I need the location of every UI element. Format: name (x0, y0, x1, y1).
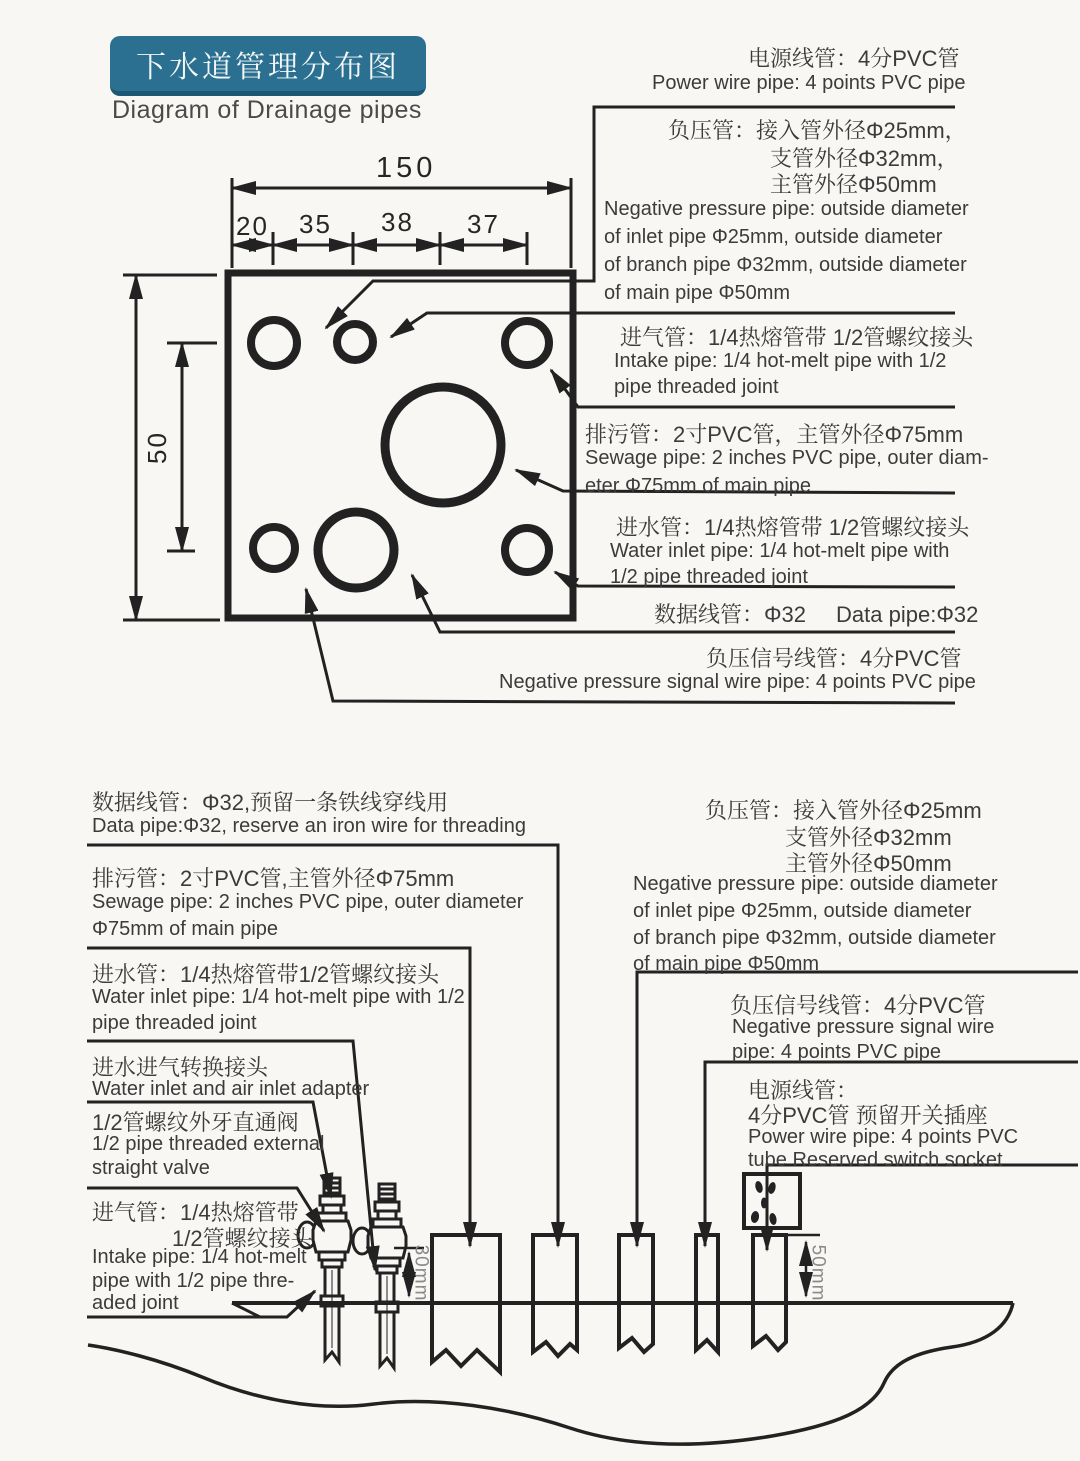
label-br-negative-zh1: 负压管：接入管外径Φ25mm (705, 798, 982, 823)
dim-38: 38 (381, 207, 414, 237)
label-br-negative-en1: Negative pressure pipe: outside diameter (633, 873, 998, 895)
valve-intake (298, 1178, 351, 1362)
label-bl-data-en: Data pipe:Φ32, reserve an iron wire for threading (92, 815, 526, 837)
page-title-badge (110, 36, 426, 96)
page-title-zh: 下水道管理分布图 (136, 51, 400, 84)
plate-holes (251, 320, 549, 588)
label-bl-intake-zh1: 进气管：1/4热熔管带 (92, 1200, 299, 1225)
label-water-en1: Water inlet pipe: 1/4 hot-melt pipe with (610, 540, 950, 562)
label-negative-en4: of main pipe Φ50mm (604, 282, 791, 304)
label-data-en: Data pipe:Φ32 (836, 602, 979, 627)
label-negative-zh2: 支管外径Φ32mm， (770, 146, 959, 171)
label-br-signal-en2: pipe: 4 points PVC pipe (732, 1041, 942, 1063)
label-bl-water-zh: 进水管：1/4热熔管带1/2管螺纹接头 (92, 962, 440, 987)
dim-37: 37 (467, 209, 500, 239)
hole-negative-pressure-pipe (337, 324, 373, 360)
label-br-negative-en4: of main pipe Φ50mm (633, 953, 820, 975)
label-br-negative-en3: of branch pipe Φ32mm, outside diameter (633, 927, 996, 949)
pipe-data (533, 1235, 577, 1356)
label-br-negative-en2: of inlet pipe Φ25mm, outside diameter (633, 900, 972, 922)
label-negative-en1: Negative pressure pipe: outside diameter (604, 198, 969, 220)
dim-150: 150 (376, 152, 437, 184)
dim-30mm: 30mm (410, 1244, 432, 1302)
label-bl-adapter-zh: 进水进气转换接头 (92, 1055, 269, 1080)
dim-50: 50 (141, 431, 172, 464)
label-bl-sewage-en2: Φ75mm of main pipe (92, 918, 279, 940)
label-power-en: Power wire pipe: 4 points PVC pipe (652, 72, 966, 94)
label-sewage-zh: 排污管：2寸PVC管，主管外径Φ75mm (585, 422, 964, 447)
hole-intake-pipe (505, 321, 549, 365)
label-negative-en2: of inlet pipe Φ25mm, outside diameter (604, 226, 943, 248)
label-power-zh: 电源线管：4分PVC管 (748, 46, 960, 71)
label-sewage-en1: Sewage pipe: 2 inches PVC pipe, outer diam- (585, 447, 989, 469)
label-bl-intake-zh2: 1/2管螺纹接头 (172, 1226, 313, 1251)
label-negative-zh3: 主管外径Φ50mm (770, 172, 937, 197)
label-intake-en2: pipe threaded joint (614, 376, 779, 398)
label-water-en2: 1/2 pipe threaded joint (610, 566, 808, 588)
label-br-power-en1: Power wire pipe: 4 points PVC (748, 1126, 1019, 1148)
label-intake-en1: Intake pipe: 1/4 hot-melt pipe with 1/2 (614, 350, 947, 372)
label-bl-sewage-zh: 排污管：2寸PVC管,主管外径Φ75mm (92, 866, 455, 891)
label-negative-en3: of branch pipe Φ32mm, outside diameter (604, 254, 967, 276)
label-bl-water-en1: Water inlet pipe: 1/4 hot-melt pipe with 1/2 (92, 986, 465, 1008)
dim-20: 20 (236, 211, 269, 241)
label-signal-en: Negative pressure signal wire pipe: 4 points PVC pipe (499, 671, 976, 693)
label-br-power-zh2: 4分PVC管 预留开关插座 (748, 1103, 988, 1128)
valve-water-inlet (353, 1184, 406, 1368)
label-signal-zh: 负压信号线管：4分PVC管 (706, 646, 962, 671)
label-negative-zh1: 负压管：接入管外径Φ25mm， (668, 118, 967, 143)
pipe-power-wire (753, 1235, 786, 1350)
label-data (654, 598, 978, 629)
label-water-zh: 进水管：1/4热熔管带 1/2管螺纹接头 (616, 515, 970, 540)
dim-50mm: 50mm (807, 1244, 829, 1302)
hole-signal-wire-pipe (253, 527, 295, 569)
label-data-zh: 数据线管：Φ32 (654, 602, 807, 627)
hole-water-inlet-pipe (505, 528, 549, 572)
pipe-negative-pressure (619, 1235, 653, 1352)
label-br-power-zh1: 电源线管： (748, 1078, 859, 1103)
label-br-signal-en1: Negative pressure signal wire (732, 1016, 995, 1038)
hole-power-wire-pipe (251, 320, 297, 366)
label-bl-intake-en2: pipe with 1/2 pipe thre- (92, 1270, 295, 1292)
label-br-signal-zh: 负压信号线管：4分PVC管 (730, 993, 986, 1018)
hole-data-pipe (318, 512, 394, 588)
dim-35: 35 (299, 209, 332, 239)
label-bl-data-zh: 数据线管：Φ32,预留一条铁线穿线用 (92, 790, 449, 815)
label-bl-valve-zh: 1/2管螺纹外牙直通阀 (92, 1110, 299, 1135)
label-br-negative-zh2: 支管外径Φ32mm (785, 825, 952, 850)
label-bl-valve-en1: 1/2 pipe threaded external (92, 1133, 325, 1155)
pipe-signal-wire (696, 1235, 718, 1352)
hole-sewage-pipe (385, 387, 501, 503)
label-bl-valve-en2: straight valve (92, 1157, 210, 1179)
label-br-power-en2: tube Reserved switch socket (748, 1149, 1003, 1171)
label-bl-water-en2: pipe threaded joint (92, 1012, 257, 1034)
label-bl-sewage-en1: Sewage pipe: 2 inches PVC pipe, outer diameter (92, 891, 524, 913)
page-title-en: Diagram of Drainage pipes (112, 96, 422, 124)
label-bl-adapter-en: Water inlet and air inlet adapter (92, 1078, 370, 1100)
label-br-negative-zh3: 主管外径Φ50mm (785, 851, 952, 876)
label-bl-intake-en3: aded joint (92, 1292, 179, 1314)
label-bl-intake-en1: Intake pipe: 1/4 hot-melt (92, 1246, 307, 1268)
label-sewage-en2: eter Φ75mm of main pipe (585, 475, 812, 497)
label-intake-zh: 进气管：1/4热熔管带 1/2管螺纹接头 (620, 325, 974, 350)
